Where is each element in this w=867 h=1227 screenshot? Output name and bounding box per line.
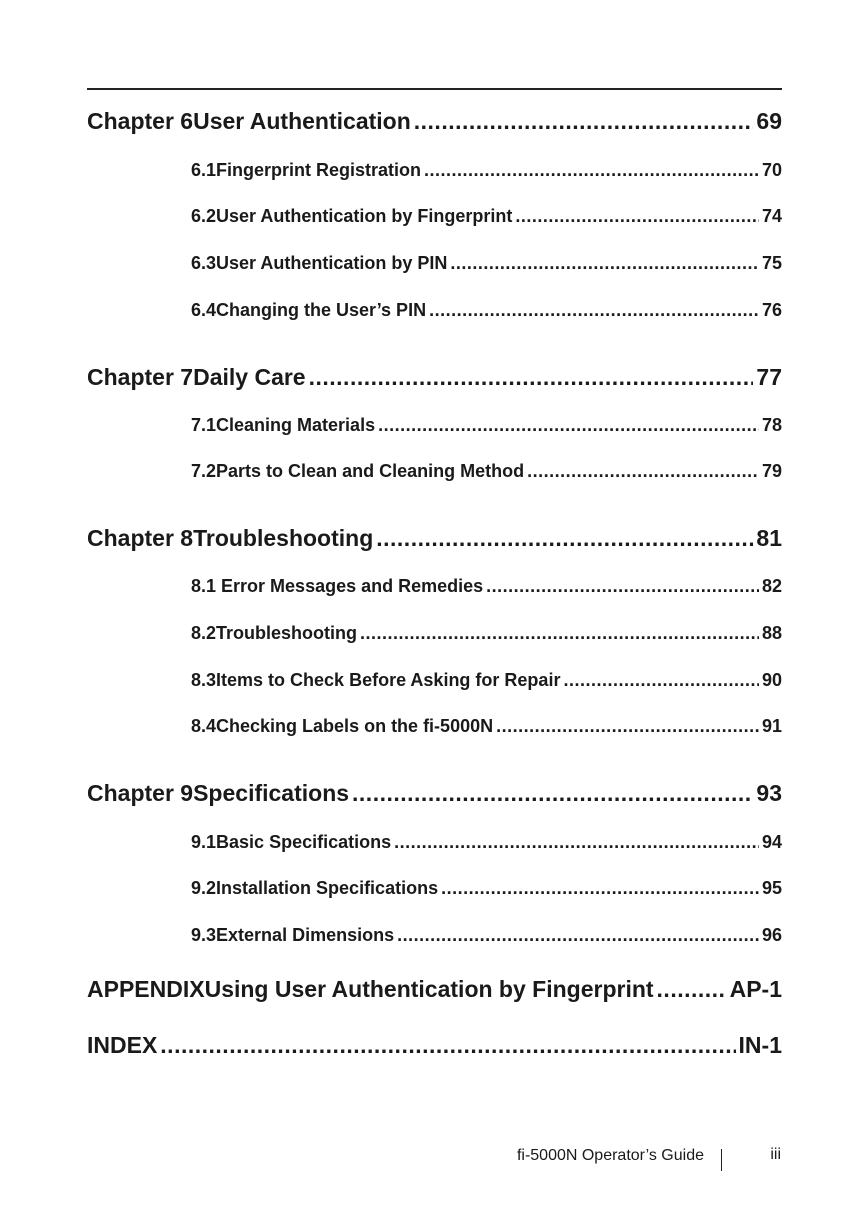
footer-page-number: iii: [770, 1146, 781, 1163]
toc-chapter-8[interactable]: [87, 525, 782, 552]
chapter-label: Chapter 6: [87, 108, 194, 134]
toc-section-7-1[interactable]: [87, 415, 782, 436]
section-title: Cleaning Materials: [216, 415, 376, 435]
page-number: 90: [761, 670, 782, 690]
dot-leader: [486, 576, 759, 597]
page-number: IN-1: [738, 1032, 782, 1058]
chapter-label: Chapter 7: [87, 364, 194, 390]
chapter-label: Chapter 9: [87, 780, 194, 806]
chapter-title: Daily Care: [193, 364, 306, 390]
section-title: Troubleshooting: [216, 623, 358, 643]
section-number: 9.2: [191, 878, 217, 898]
dot-leader: [394, 832, 759, 853]
section-title: User Authentication by PIN: [216, 253, 448, 273]
section-title: Items to Check Before Asking for Repair: [216, 670, 561, 690]
dot-leader: [352, 780, 753, 807]
page-number: 69: [756, 108, 782, 134]
dot-leader: [378, 415, 759, 436]
page-number: 95: [761, 878, 782, 898]
page-number: AP-1: [729, 976, 782, 1002]
section-number: 8.2: [191, 623, 217, 643]
toc-section-8-4[interactable]: [87, 716, 782, 737]
section-title: User Authentication by Fingerprint: [216, 206, 513, 226]
section-number: 7.2: [191, 461, 217, 481]
dot-leader: [450, 253, 759, 274]
appendix-label: APPENDIX: [87, 976, 205, 1002]
section-number: 7.1: [191, 415, 217, 435]
page-number: 77: [756, 364, 782, 390]
dot-leader: [414, 108, 754, 135]
chapter-title: User Authentication: [193, 108, 411, 134]
toc-section-6-4[interactable]: [87, 300, 782, 321]
section-number: 8.4: [191, 716, 217, 736]
page-number: 76: [761, 300, 782, 320]
page-number: 93: [756, 780, 782, 806]
toc-section-6-1[interactable]: [87, 160, 782, 181]
section-title: Checking Labels on the fi-5000N: [216, 716, 494, 736]
toc-section-6-3[interactable]: [87, 253, 782, 274]
section-number: 8.3: [191, 670, 217, 690]
dot-leader: [397, 925, 759, 946]
page-number: 88: [761, 623, 782, 643]
section-number: 9.3: [191, 925, 217, 945]
section-title: Installation Specifications: [216, 878, 439, 898]
page-footer: [0, 1144, 867, 1172]
index-title: INDEX: [87, 1032, 158, 1058]
section-title: External Dimensions: [216, 925, 395, 945]
section-title: Fingerprint Registration: [216, 160, 422, 180]
top-rule: [87, 88, 782, 90]
section-number: 9.1: [191, 832, 217, 852]
section-title: Basic Specifications: [216, 832, 392, 852]
section-number: 6.2: [191, 206, 217, 226]
page-number: 94: [761, 832, 782, 852]
page-number: 82: [761, 576, 782, 596]
section-number: 6.1: [191, 160, 217, 180]
toc-appendix[interactable]: [87, 976, 782, 1003]
toc-section-8-2[interactable]: [87, 623, 782, 644]
section-number: 8.1: [191, 576, 217, 596]
page-number: 91: [761, 716, 782, 736]
toc-section-8-1[interactable]: [87, 576, 782, 597]
toc-chapter-6[interactable]: [87, 108, 782, 135]
toc-section-6-2[interactable]: [87, 206, 782, 227]
dot-leader: [309, 364, 754, 391]
dot-leader: [496, 716, 759, 737]
toc-index[interactable]: [87, 1032, 782, 1059]
dot-leader: [441, 878, 759, 899]
dot-leader: [527, 461, 759, 482]
guide-title: fi-5000N Operator’s Guide: [516, 1147, 704, 1164]
section-title: Parts to Clean and Cleaning Method: [216, 461, 525, 481]
page-number: 79: [761, 461, 782, 481]
chapter-title: Troubleshooting: [193, 525, 374, 551]
toc-section-9-2[interactable]: [87, 878, 782, 899]
dot-leader: [360, 623, 759, 644]
dot-leader: [160, 1032, 735, 1059]
chapter-title: Specifications: [193, 780, 350, 806]
page-number: 74: [761, 206, 782, 226]
dot-leader: [376, 525, 753, 552]
section-title: Changing the User’s PIN: [216, 300, 427, 320]
section-number: 6.3: [191, 253, 217, 273]
page-number: 70: [761, 160, 782, 180]
chapter-label: Chapter 8: [87, 525, 194, 551]
dot-leader: [429, 300, 759, 321]
dot-leader: [424, 160, 759, 181]
toc-section-7-2[interactable]: [87, 461, 782, 482]
page-number: 96: [761, 925, 782, 945]
toc-chapter-9[interactable]: [87, 780, 782, 807]
section-number: 6.4: [191, 300, 217, 320]
toc-section-9-3[interactable]: [87, 925, 782, 946]
dot-leader: [515, 206, 759, 227]
section-title: Error Messages and Remedies: [216, 576, 484, 596]
page-number: 81: [756, 525, 782, 551]
toc-chapter-7[interactable]: [87, 364, 782, 391]
footer-divider: [721, 1149, 722, 1171]
page-number: 75: [761, 253, 782, 273]
dot-leader: [657, 976, 727, 1003]
toc-section-9-1[interactable]: [87, 832, 782, 853]
dot-leader: [563, 670, 759, 691]
page-number: 78: [761, 415, 782, 435]
toc-section-8-3[interactable]: [87, 670, 782, 691]
appendix-title: Using User Authentication by Fingerprint: [204, 976, 654, 1002]
